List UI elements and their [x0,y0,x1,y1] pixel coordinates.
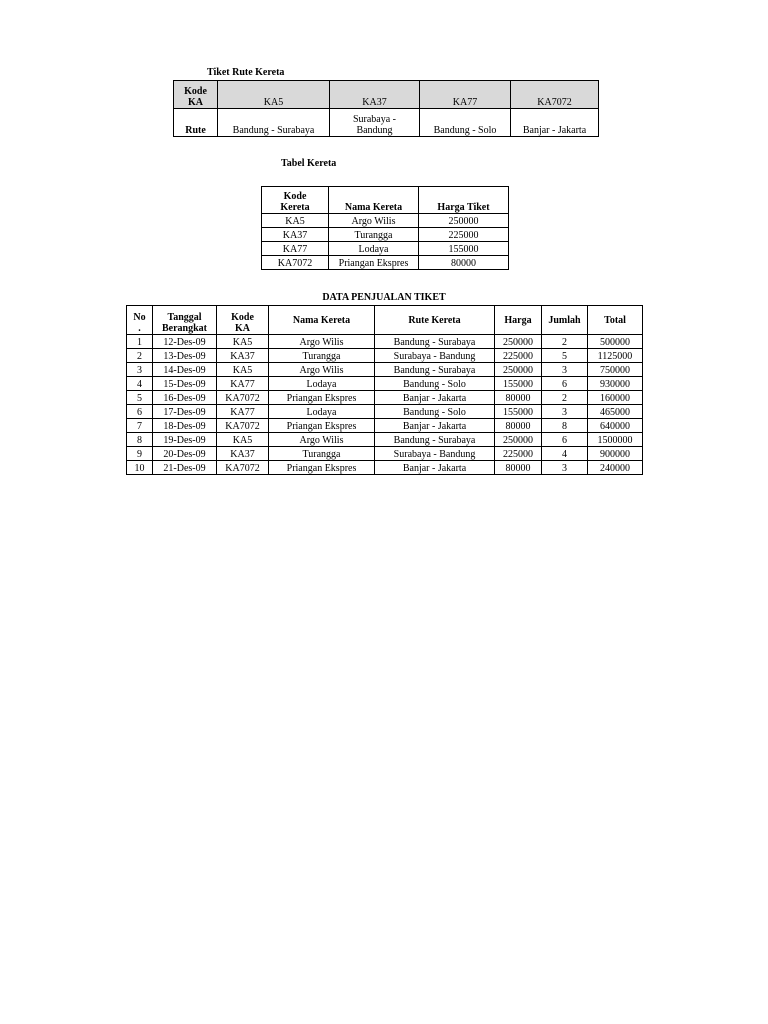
sales-cell: 3 [542,405,588,419]
sales-table-title: DATA PENJUALAN TIKET [322,292,446,303]
sales-cell: 225000 [495,447,542,461]
route-code-cell: KA77 [420,81,511,109]
sales-cell: 19-Des-09 [153,433,217,447]
sales-cell: Bandung - Surabaya [375,433,495,447]
sales-cell: Bandung - Surabaya [375,335,495,349]
sales-cell: KA7072 [217,461,269,475]
sales-cell: 240000 [588,461,643,475]
sales-cell: Lodaya [269,377,375,391]
sales-header-cell: Rute Kereta [375,306,495,335]
sales-cell: 3 [542,363,588,377]
sales-cell: Argo Wilis [269,433,375,447]
sales-cell: 4 [542,447,588,461]
sales-cell: 6 [542,433,588,447]
sales-cell: 8 [127,433,153,447]
sales-cell: 20-Des-09 [153,447,217,461]
route-code-cell: KA7072 [511,81,599,109]
sales-cell: Priangan Ekspres [269,419,375,433]
sales-cell: 250000 [495,433,542,447]
sales-cell: 7 [127,419,153,433]
route-code-cell: KA37 [330,81,420,109]
sales-cell: 930000 [588,377,643,391]
sales-cell: Argo Wilis [269,335,375,349]
route-row-label: Rute [174,109,218,137]
train-cell: 155000 [419,242,509,256]
sales-cell: Surabaya - Bandung [375,349,495,363]
sales-cell: 14-Des-09 [153,363,217,377]
sales-cell: KA5 [217,433,269,447]
sales-cell: KA7072 [217,419,269,433]
sales-cell: 9 [127,447,153,461]
train-cell: Argo Wilis [329,214,419,228]
sales-cell: 21-Des-09 [153,461,217,475]
train-cell: 225000 [419,228,509,242]
sales-cell: Argo Wilis [269,363,375,377]
train-cell: Turangga [329,228,419,242]
train-cell: Lodaya [329,242,419,256]
sales-cell: 2 [542,391,588,405]
train-table-title: Tabel Kereta [281,158,337,169]
train-cell: Priangan Ekspres [329,256,419,270]
sales-cell: 4 [127,377,153,391]
train-cell: 250000 [419,214,509,228]
route-cell: Bandung - Surabaya [218,109,330,137]
sales-header-cell: Jumlah [542,306,588,335]
sales-cell: 16-Des-09 [153,391,217,405]
sales-cell: 640000 [588,419,643,433]
sales-cell: KA37 [217,349,269,363]
sales-cell: KA7072 [217,391,269,405]
sales-cell: 80000 [495,419,542,433]
sales-cell: Banjar - Jakarta [375,461,495,475]
sales-table [126,305,643,475]
train-cell: KA37 [262,228,329,242]
sales-cell: 3 [542,461,588,475]
sales-cell: 12-Des-09 [153,335,217,349]
sales-header-cell: No . [127,306,153,335]
sales-cell: 2 [542,335,588,349]
route-table [173,80,599,137]
sales-cell: Bandung - Solo [375,377,495,391]
sales-cell: 8 [542,419,588,433]
sales-cell: 1125000 [588,349,643,363]
sales-cell: Banjar - Jakarta [375,419,495,433]
sales-cell: 13-Des-09 [153,349,217,363]
route-cell: Bandung - Solo [420,109,511,137]
sales-cell: Bandung - Surabaya [375,363,495,377]
train-cell: 80000 [419,256,509,270]
sales-cell: 250000 [495,363,542,377]
train-cell: KA77 [262,242,329,256]
train-cell: KA5 [262,214,329,228]
sales-cell: Priangan Ekspres [269,391,375,405]
sales-cell: KA5 [217,335,269,349]
sales-cell: 3 [127,363,153,377]
sales-cell: Bandung - Solo [375,405,495,419]
sales-header-cell: Kode KA [217,306,269,335]
train-header-cell: Nama Kereta [329,187,419,214]
sales-cell: 155000 [495,377,542,391]
sales-cell: Turangga [269,447,375,461]
route-code-cell: KA5 [218,81,330,109]
sales-cell: 18-Des-09 [153,419,217,433]
sales-cell: Turangga [269,349,375,363]
train-cell: KA7072 [262,256,329,270]
route-header-label: Kode KA [174,81,218,109]
sales-cell: KA77 [217,377,269,391]
sales-cell: 160000 [588,391,643,405]
sales-cell: 750000 [588,363,643,377]
sales-cell: 10 [127,461,153,475]
sales-cell: 155000 [495,405,542,419]
sales-cell: 5 [127,391,153,405]
sales-cell: 900000 [588,447,643,461]
route-cell: Banjar - Jakarta [511,109,599,137]
sales-header-cell: Tanggal Berangkat [153,306,217,335]
sales-cell: 80000 [495,391,542,405]
sales-cell: 17-Des-09 [153,405,217,419]
sales-cell: 5 [542,349,588,363]
sales-cell: Banjar - Jakarta [375,391,495,405]
sales-cell: Lodaya [269,405,375,419]
train-table [261,186,509,270]
sales-header-cell: Harga [495,306,542,335]
sales-cell: 250000 [495,335,542,349]
sales-cell: 225000 [495,349,542,363]
sales-cell: 15-Des-09 [153,377,217,391]
sales-cell: 465000 [588,405,643,419]
sales-cell: KA37 [217,447,269,461]
route-cell: Surabaya - Bandung [330,109,420,137]
sales-cell: 6 [542,377,588,391]
sales-cell: 500000 [588,335,643,349]
sales-cell: 6 [127,405,153,419]
sales-cell: Priangan Ekspres [269,461,375,475]
sales-cell: 80000 [495,461,542,475]
train-header-cell: Harga Tiket [419,187,509,214]
route-table-title: Tiket Rute Kereta [207,67,285,78]
sales-cell: 1500000 [588,433,643,447]
sales-cell: KA5 [217,363,269,377]
sales-cell: 1 [127,335,153,349]
sales-cell: Surabaya - Bandung [375,447,495,461]
sales-header-cell: Total [588,306,643,335]
train-header-cell: Kode Kereta [262,187,329,214]
sales-header-cell: Nama Kereta [269,306,375,335]
sales-cell: 2 [127,349,153,363]
sales-cell: KA77 [217,405,269,419]
